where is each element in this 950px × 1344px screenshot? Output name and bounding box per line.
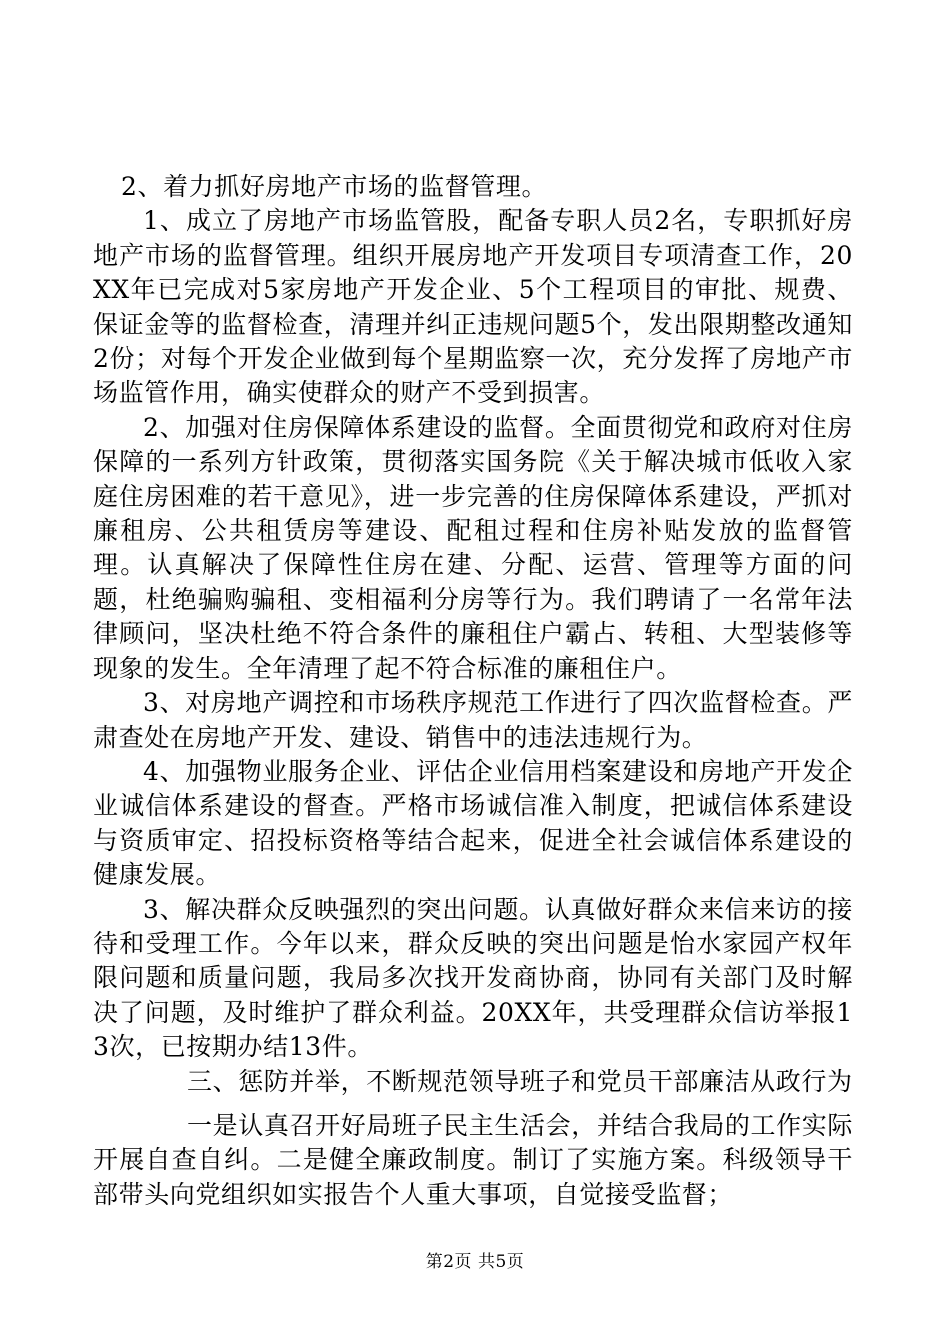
paragraph-item-3: 3、对房地产调控和市场秩序规范工作进行了四次监督检查。严肃查处在房地产开发、建设、销售中的违法违规行为。 [93, 688, 853, 752]
section-heading-3: 3、解决群众反映强烈的突出问题。认真做好群众来信来访的接待和受理工作。今年以来，群众反映的突出问题是怡水家园产权年限问题和质量问题，我局多次找开发商协商，协同有关部门及时解决了问题，及时维护了群众利益。20XX年，共受理群众信访举报13次，已按期办结13件。 [93, 894, 853, 1062]
paragraph-item-1: 1、成立了房地产市场监管股，配备专职人员2名，专职抓好房地产市场的监督管理。组织开展房地产开发项目专项清查工作，20XX年已完成对5家房地产开发企业、5个工程项目的审批、规费、保证金等的监督检查，清理并纠正违规问题5个，发出限期整改通知2份；对每个开发企业做到每个星期监察一次，充分发挥了房地产市场监管作用，确实使群众的财产不受到损害。 [93, 206, 853, 408]
document-body [93, 170, 853, 1212]
paragraph-self-inspection: 一是认真召开好局班子民主生活会，并结合我局的工作实际开展自查自纠。二是健全廉政制度。制订了实施方案。科级领导干部带头向党组织如实报告个人重大事项，自觉接受监督； [93, 1110, 853, 1209]
paragraph-item-2: 2、加强对住房保障体系建设的监督。全面贯彻党和政府对住房保障的一系列方针政策，贯彻落实国务院《关于解决城市低收入家庭住房困难的若干意见》，进一步完善的住房保障体系建设，严抓对廉租房、公共租赁房等建设、配租过程和住房补贴发放的监督管理。认真解决了保障性住房在建、分配、运营、管理等方面的问题，杜绝骗购骗租、变相福利分房等行为。我们聘请了一名常年法律顾问，坚决杜绝不符合条件的廉租住户霸占、转租、大型装修等现象的发生。全年清理了起不符合标准的廉租住户。 [93, 412, 853, 683]
section-heading-2: 2、着力抓好房地产市场的监督管理。 [121, 172, 548, 201]
page-number-footer: 第2页 共5页 [425, 1252, 525, 1272]
chapter-heading-three: 三、惩防并举，不断规范领导班子和党员干部廉洁从政行为 [187, 1066, 853, 1096]
paragraph-item-4: 4、加强物业服务企业、评估企业信用档案建设和房地产开发企业诚信体系建设的督查。严格市场诚信准入制度，把诚信体系建设与资质审定、招投标资格等结合起来，促进全社会诚信体系建设的健康发展。 [93, 756, 853, 890]
